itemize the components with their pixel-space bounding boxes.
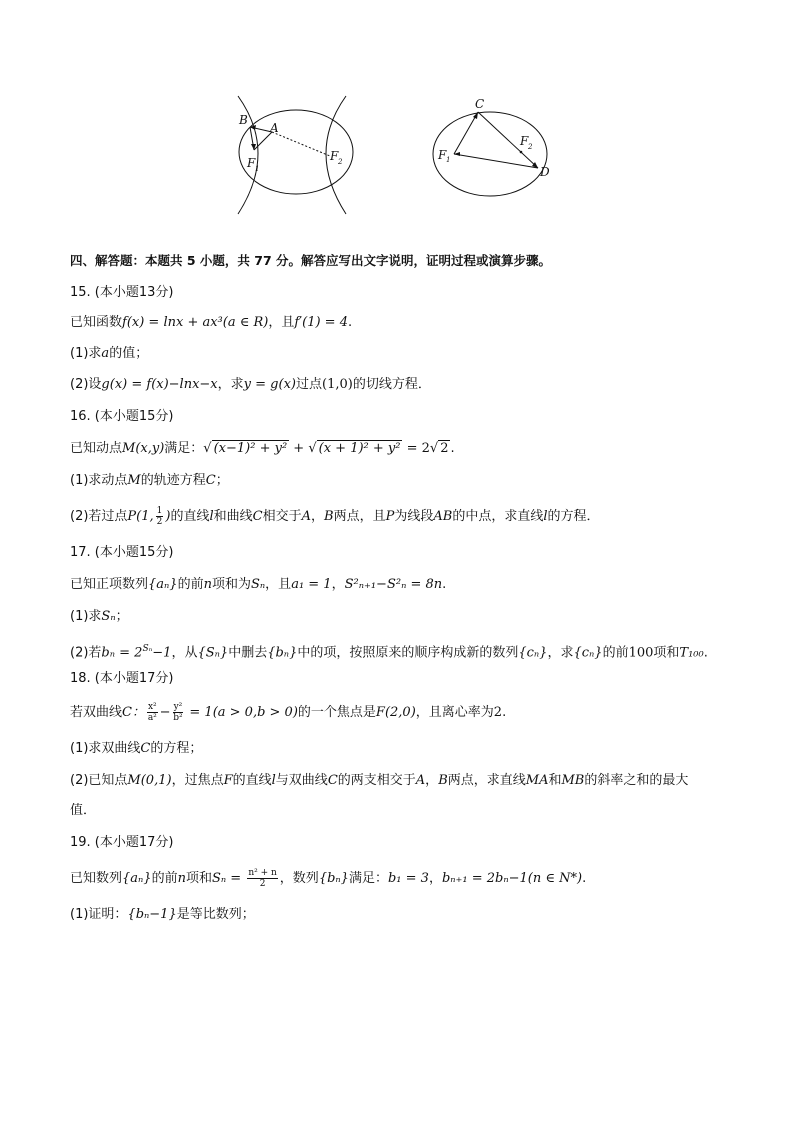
math: AB: [433, 509, 453, 524]
text: 项和: [653, 645, 680, 661]
text: .: [582, 871, 587, 886]
math: 100: [628, 645, 654, 661]
text: 的方程．: [547, 509, 600, 524]
text: (1)求: [70, 609, 102, 624]
text: .: [450, 441, 455, 456]
math: S²ₙ₊₁−S²ₙ = 8n: [344, 577, 443, 592]
label-D: D: [540, 165, 550, 179]
text: 的轨迹方程: [140, 473, 206, 488]
text: (2)若过点: [70, 509, 128, 524]
math: n: [177, 871, 186, 886]
text: ，从: [171, 645, 198, 661]
section-header: 四、解答题：本题共 5 小题，共 77 分。解答应写出文字说明，证明过程或演算步骤。: [70, 253, 552, 268]
math: b₁ = 3: [387, 871, 429, 886]
text: 相交于: [262, 509, 302, 524]
denominator: 2: [259, 879, 266, 889]
text: 过点: [295, 377, 322, 392]
text: 若双曲线: [70, 705, 123, 720]
q15-stem: [70, 314, 352, 332]
math: {aₙ}: [122, 871, 152, 886]
math: {cₙ}: [573, 645, 603, 661]
math: C: [327, 773, 338, 788]
text: 的斜率之和的最大: [584, 773, 689, 788]
segment-F1C: [454, 112, 478, 154]
label-F2: F: [520, 134, 529, 148]
label-C: C: [475, 97, 485, 111]
text: 已知动点: [70, 441, 123, 456]
text: 的两支相交于: [337, 773, 416, 788]
text: 的一个焦点是: [297, 705, 376, 720]
q16-stem: 已知动点M(x,y)满足：√ (x−1)² + y² + √ (x + 1)² + y² = 2√ 2 .: [70, 441, 455, 456]
text: +: [289, 441, 309, 456]
q17-part2: [70, 640, 708, 662]
math: 2: [493, 705, 503, 720]
text: (2)已知点: [70, 773, 128, 788]
text: 为线段: [394, 509, 434, 524]
text: ，: [425, 773, 439, 788]
math: B: [324, 509, 334, 524]
math: MB: [561, 773, 585, 788]
math: n: [203, 577, 212, 592]
q15-part1: [70, 345, 148, 363]
q16-part2: [70, 506, 600, 527]
math: {bₙ}: [267, 645, 298, 661]
q18-part2-cont: 值．: [70, 803, 97, 818]
text: 的中点，求直线: [452, 509, 544, 524]
text: 已知函数: [70, 315, 123, 330]
text: 两点，且: [333, 509, 386, 524]
label-F1-sub: 1: [255, 165, 260, 173]
math: M: [127, 473, 141, 488]
radicand: 2: [440, 441, 449, 456]
text: 的直线: [232, 773, 272, 788]
text: .: [347, 315, 353, 330]
q15-title: 15. (本小题13分): [70, 285, 174, 300]
numerator: n² + n: [248, 868, 277, 878]
text: 的切线方程．: [352, 377, 431, 392]
math: {bₙ−1}: [127, 907, 177, 922]
label-F1-sub: 1: [446, 156, 451, 164]
math: f(x) = lnx + ax³(a ∈ R): [122, 315, 269, 330]
math: A: [301, 509, 312, 524]
math: P(1,: [127, 509, 154, 524]
math: F(2,0): [375, 705, 416, 720]
text: 的前: [151, 871, 178, 886]
text: (2)若: [70, 645, 102, 661]
math: {bₙ}: [318, 871, 349, 886]
text: 满足：: [348, 871, 388, 886]
text: 项和为: [211, 577, 251, 592]
q19-stem: [70, 866, 586, 892]
ellipse-curve: [433, 112, 547, 196]
label-F2: F: [330, 149, 339, 163]
text: ，且离心率为: [415, 705, 494, 720]
q19-title: 19. (本小题17分): [70, 835, 174, 850]
q19-part1: [70, 906, 255, 924]
segment-AF2: [272, 132, 330, 156]
text: 中的项，按照原来的顺序构成新的数列: [297, 645, 519, 661]
q18-stem: [70, 700, 506, 726]
text: 的前: [177, 577, 204, 592]
math: {aₙ}: [148, 577, 178, 592]
text: ；: [215, 473, 229, 488]
text: = 2: [402, 441, 430, 456]
text: (2)设: [70, 377, 102, 392]
math: Sₙ: [250, 577, 266, 592]
math: a: [101, 346, 110, 361]
q16-title: 16. (本小题15分): [70, 409, 174, 424]
math: {cₙ}: [518, 645, 548, 661]
denominator: a²: [147, 713, 157, 723]
label-F1: F: [438, 148, 447, 162]
label-A: A: [270, 121, 279, 135]
figure-ellipse-triangle: [420, 90, 565, 190]
math: C：: [122, 705, 145, 720]
math: {Sₙ}: [197, 645, 229, 661]
label-F2-sub: 2: [528, 143, 533, 151]
fraction-x: [147, 702, 158, 723]
denominator: 2: [156, 517, 163, 527]
q17-stem: [70, 576, 446, 594]
q17-part1: [70, 608, 129, 626]
q18-part2: [70, 772, 688, 790]
text: ，: [311, 509, 325, 524]
text: (1)证明：: [70, 907, 128, 922]
text: ，数列: [279, 871, 319, 886]
text: ，: [428, 871, 442, 886]
math: l: [543, 509, 548, 524]
point-F2: [520, 151, 523, 154]
fraction-y: [173, 702, 184, 723]
text: ，且: [268, 315, 295, 330]
text: ，求: [547, 645, 574, 661]
math: Sₙ: [101, 609, 116, 624]
text: 满足：: [164, 441, 204, 456]
q15-part2: [70, 376, 431, 394]
text: 两点，求直线: [447, 773, 526, 788]
text: 项和: [185, 871, 212, 886]
text: 和曲线: [213, 509, 253, 524]
text: ；: [115, 609, 129, 624]
text: 已知数列: [70, 871, 123, 886]
math: T₁₀₀: [679, 645, 704, 661]
radicand: (x−1)² + y²: [213, 441, 288, 456]
radicand: (x + 1)² + y²: [318, 441, 401, 456]
text: 的值；: [109, 346, 149, 361]
text: 的前: [602, 645, 629, 661]
exponent: Sₙ: [142, 644, 153, 654]
q18-title: 18. (本小题17分): [70, 671, 174, 686]
text: (1)求动点: [70, 473, 128, 488]
math: = 1(a > 0,b > 0): [185, 705, 298, 720]
ellipse-triangle-diagram: [420, 90, 565, 205]
text: −: [159, 705, 171, 720]
math: A: [415, 773, 426, 788]
math: C: [252, 509, 263, 524]
text: 的方程；: [150, 741, 203, 756]
hyperbola-ellipse-diagram: [226, 90, 366, 220]
math: −1: [152, 645, 172, 661]
q18-part1: [70, 740, 202, 758]
math: bₙ = 2: [101, 645, 143, 661]
math: f′(1) = 4: [294, 315, 348, 330]
math: ): [165, 509, 171, 524]
label-F1: F: [247, 156, 256, 170]
math: P: [385, 509, 395, 524]
math: a₁ = 1: [291, 577, 332, 592]
figure-hyperbola-ellipse: [226, 90, 366, 220]
q16-part1: [70, 472, 229, 490]
numerator: 1: [156, 506, 163, 516]
text: 已知正项数列: [70, 577, 149, 592]
fraction: [156, 506, 164, 527]
text: (1)求双曲线: [70, 741, 141, 756]
math: Sₙ =: [211, 871, 246, 886]
text: .: [442, 577, 447, 592]
text: ，过焦点: [171, 773, 224, 788]
math: C: [205, 473, 216, 488]
text: 与双曲线: [275, 773, 328, 788]
text: 的直线: [170, 509, 210, 524]
math: l: [209, 509, 214, 524]
math: MA: [525, 773, 549, 788]
text: ，: [331, 577, 345, 592]
math: (1,0): [322, 377, 353, 392]
math: l: [271, 773, 276, 788]
math: g(x) = f(x)−lnx−x: [101, 377, 218, 392]
text: 是等比数列；: [176, 907, 255, 922]
text: .: [502, 705, 507, 720]
text: ，求: [217, 377, 244, 392]
numerator: x²: [147, 702, 157, 712]
math: F: [223, 773, 233, 788]
text: .: [703, 645, 708, 661]
math: y = g(x): [243, 377, 296, 392]
denominator: b²: [173, 713, 183, 723]
math: bₙ₊₁ = 2bₙ−1(n ∈ N*): [441, 871, 583, 886]
q17-title: 17. (本小题15分): [70, 545, 174, 560]
label-F2-sub: 2: [338, 158, 343, 166]
math: B: [438, 773, 448, 788]
numerator: y²: [173, 702, 183, 712]
text: ，且: [265, 577, 292, 592]
math: M(0,1): [127, 773, 172, 788]
text: 中删去: [228, 645, 268, 661]
text: (1)求: [70, 346, 102, 361]
math: M(x,y): [122, 441, 165, 456]
fraction: [247, 868, 277, 889]
text: 和: [548, 773, 562, 788]
math: C: [140, 741, 151, 756]
label-B: B: [239, 113, 248, 127]
